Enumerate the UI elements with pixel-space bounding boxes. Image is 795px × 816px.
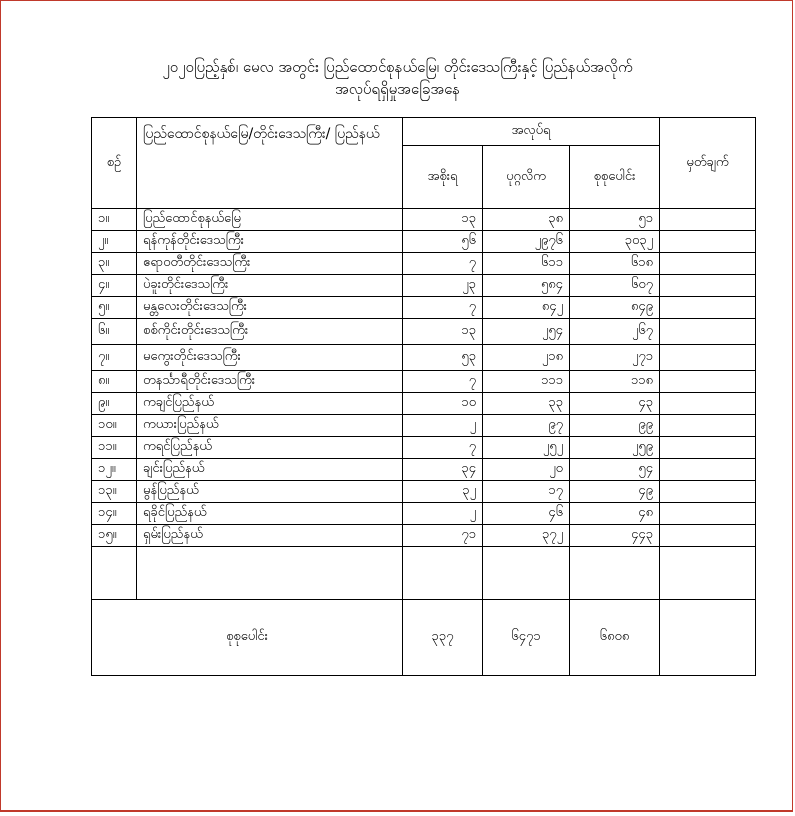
header-no: စဉ် bbox=[92, 118, 137, 209]
row-name: ရန်ကုန်တိုင်းဒေသကြီး bbox=[137, 231, 403, 253]
row-private: ၁၁၁ bbox=[483, 371, 570, 393]
title-line-2: အလုပ်ရရှိမှုအခြေအနေ bbox=[334, 80, 461, 98]
row-government: ၇၁ bbox=[403, 525, 483, 547]
blank-cell bbox=[570, 547, 660, 600]
row-private: ၆၁၁ bbox=[483, 253, 570, 275]
row-name: မွန်ပြည်နယ် bbox=[137, 481, 403, 503]
row-remarks bbox=[660, 319, 756, 345]
row-no: ၁၃။ bbox=[92, 481, 137, 503]
row-government: ၇ bbox=[403, 371, 483, 393]
total-row bbox=[92, 600, 756, 676]
title-line-1: ၂၀၂၀ပြည့်နှစ်၊ မေလ အတွင်း ပြည်ထောင်စုနယ်မြေ၊ တိုင်းဒေသကြီးနှင့် ပြည်နယ်အလိုက် bbox=[162, 58, 633, 76]
row-government: ၇ bbox=[403, 437, 483, 459]
row-total: ၅၁ bbox=[570, 209, 660, 231]
row-total: ၃၀၃၂ bbox=[570, 231, 660, 253]
row-government: ၇ bbox=[403, 297, 483, 319]
header-total: စုစုပေါင်း bbox=[570, 146, 660, 209]
row-total: ၈၄၉ bbox=[570, 297, 660, 319]
row-government: ၃၂ bbox=[403, 481, 483, 503]
row-name: မကွေးတိုင်းဒေသကြီး bbox=[137, 345, 403, 371]
blank-cell bbox=[137, 547, 403, 600]
total-remarks bbox=[660, 600, 756, 676]
row-private: ၈၄၂ bbox=[483, 297, 570, 319]
page-title bbox=[0, 56, 795, 100]
row-total: ၂၅၉ bbox=[570, 437, 660, 459]
row-remarks bbox=[660, 345, 756, 371]
row-private: ၂၉၇၆ bbox=[483, 231, 570, 253]
row-no: ၈။ bbox=[92, 371, 137, 393]
blank-row bbox=[92, 547, 756, 600]
row-government: ၁၀ bbox=[403, 393, 483, 415]
table-row bbox=[92, 297, 756, 319]
row-no: ၂။ bbox=[92, 231, 137, 253]
table-row bbox=[92, 209, 756, 231]
row-name: ရခိုင်ပြည်နယ် bbox=[137, 503, 403, 525]
table-row bbox=[92, 503, 756, 525]
row-private: ၂၅၂ bbox=[483, 437, 570, 459]
row-remarks bbox=[660, 297, 756, 319]
row-no: ၆။ bbox=[92, 319, 137, 345]
row-no: ၁၁။ bbox=[92, 437, 137, 459]
row-remarks bbox=[660, 415, 756, 437]
row-name: မန္တလေးတိုင်းဒေသကြီး bbox=[137, 297, 403, 319]
row-government: ၂၃ bbox=[403, 275, 483, 297]
row-remarks bbox=[660, 481, 756, 503]
row-name: ကရင်ပြည်နယ် bbox=[137, 437, 403, 459]
row-total: ၄၃ bbox=[570, 393, 660, 415]
row-no: ၃။ bbox=[92, 253, 137, 275]
row-government: ၇ bbox=[403, 253, 483, 275]
row-no: ၅။ bbox=[92, 297, 137, 319]
row-remarks bbox=[660, 437, 756, 459]
blank-cell bbox=[660, 547, 756, 600]
blank-cell bbox=[483, 547, 570, 600]
row-name: စစ်ကိုင်းတိုင်းဒေသကြီး bbox=[137, 319, 403, 345]
total-government: ၃၃၇ bbox=[403, 600, 483, 676]
table-row bbox=[92, 253, 756, 275]
row-remarks bbox=[660, 231, 756, 253]
table-row bbox=[92, 393, 756, 415]
row-no: ၁၀။ bbox=[92, 415, 137, 437]
total-private: ၆၄၇၁ bbox=[483, 600, 570, 676]
header-name: ပြည်ထောင်စုနယ်မြေ/တိုင်းဒေသကြီး/ ပြည်နယ် bbox=[137, 118, 403, 209]
row-government: ၂ bbox=[403, 503, 483, 525]
table-row bbox=[92, 437, 756, 459]
row-no: ၁၄။ bbox=[92, 503, 137, 525]
row-total: ၆၀၇ bbox=[570, 275, 660, 297]
row-private: ၃၃ bbox=[483, 393, 570, 415]
row-private: ၅၈၄ bbox=[483, 275, 570, 297]
header-private: ပုဂ္ဂလိက bbox=[483, 146, 570, 209]
row-name: ပဲခူးတိုင်းဒေသကြီး bbox=[137, 275, 403, 297]
row-no: ၇။ bbox=[92, 345, 137, 371]
table-row bbox=[92, 345, 756, 371]
row-private: ၄၆ bbox=[483, 503, 570, 525]
row-government: ၃၄ bbox=[403, 459, 483, 481]
row-no: ၁၂။ bbox=[92, 459, 137, 481]
row-government: ၁၃ bbox=[403, 209, 483, 231]
row-remarks bbox=[660, 459, 756, 481]
row-remarks bbox=[660, 253, 756, 275]
blank-cell bbox=[403, 547, 483, 600]
table-row bbox=[92, 275, 756, 297]
employment-table bbox=[91, 117, 756, 676]
row-total: ၂၆၇ bbox=[570, 319, 660, 345]
row-total: ၉၉ bbox=[570, 415, 660, 437]
row-no: ၁၅။ bbox=[92, 525, 137, 547]
row-total: ၅၄ bbox=[570, 459, 660, 481]
row-private: ၂၁၈ bbox=[483, 345, 570, 371]
row-name: တနင်္သာရီတိုင်းဒေသကြီး bbox=[137, 371, 403, 393]
row-private: ၉၇ bbox=[483, 415, 570, 437]
row-private: ၃၇၂ bbox=[483, 525, 570, 547]
row-government: ၁၃ bbox=[403, 319, 483, 345]
row-total: ၄၄၃ bbox=[570, 525, 660, 547]
table-row bbox=[92, 371, 756, 393]
table-row bbox=[92, 525, 756, 547]
row-name: ဧရာဝတီတိုင်းဒေသကြီး bbox=[137, 253, 403, 275]
row-private: ၂၀ bbox=[483, 459, 570, 481]
row-private: ၂၅၄ bbox=[483, 319, 570, 345]
table-row bbox=[92, 319, 756, 345]
row-remarks bbox=[660, 503, 756, 525]
row-name: ကယားပြည်နယ် bbox=[137, 415, 403, 437]
row-government: ၅၆ bbox=[403, 231, 483, 253]
row-remarks bbox=[660, 209, 756, 231]
row-private: ၁၇ bbox=[483, 481, 570, 503]
header-remarks: မှတ်ချက် bbox=[660, 118, 756, 209]
table-row bbox=[92, 415, 756, 437]
row-total: ၄၉ bbox=[570, 481, 660, 503]
row-no: ၁။ bbox=[92, 209, 137, 231]
row-total: ၁၁၈ bbox=[570, 371, 660, 393]
row-government: ၂ bbox=[403, 415, 483, 437]
row-total: ၄၈ bbox=[570, 503, 660, 525]
table-row bbox=[92, 481, 756, 503]
row-no: ၄။ bbox=[92, 275, 137, 297]
header-employment: အလုပ်ရ bbox=[403, 118, 660, 146]
row-total: ၂၇၁ bbox=[570, 345, 660, 371]
total-label: စုစုပေါင်း bbox=[92, 600, 403, 676]
table-row bbox=[92, 231, 756, 253]
row-name: ချင်းပြည်နယ် bbox=[137, 459, 403, 481]
row-remarks bbox=[660, 371, 756, 393]
row-name: ရှမ်းပြည်နယ် bbox=[137, 525, 403, 547]
blank-cell bbox=[92, 547, 137, 600]
header-government: အစိုးရ bbox=[403, 146, 483, 209]
row-name: ပြည်ထောင်စုနယ်မြေ bbox=[137, 209, 403, 231]
row-remarks bbox=[660, 275, 756, 297]
total-total: ၆၈၀၈ bbox=[570, 600, 660, 676]
row-total: ၆၁၈ bbox=[570, 253, 660, 275]
row-private: ၃၈ bbox=[483, 209, 570, 231]
row-no: ၉။ bbox=[92, 393, 137, 415]
row-government: ၅၃ bbox=[403, 345, 483, 371]
table-row bbox=[92, 459, 756, 481]
row-remarks bbox=[660, 393, 756, 415]
row-name: ကချင်ပြည်နယ် bbox=[137, 393, 403, 415]
row-remarks bbox=[660, 525, 756, 547]
